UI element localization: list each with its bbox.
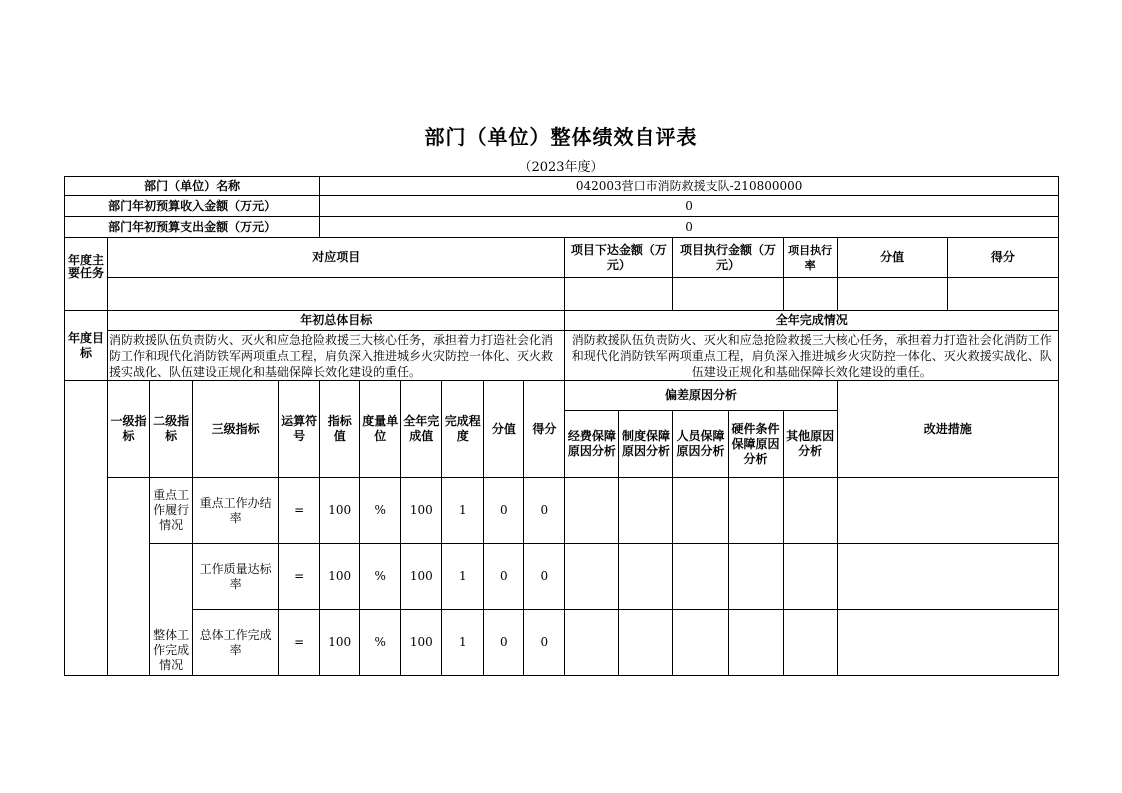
unit-cell: %: [360, 478, 401, 544]
dev-other-header: 其他原因分析: [783, 411, 837, 478]
table-row: [65, 478, 1059, 544]
dev-other-cell: [783, 544, 837, 610]
dept-name-label: 部门（单位）名称: [65, 177, 320, 196]
dev-hardware-header: 硬件条件保障原因分析: [728, 411, 783, 478]
income-label: 部门年初预算收入金额（万元）: [65, 196, 320, 217]
unit-cell: %: [360, 610, 401, 676]
level3-cell: 总体工作完成率: [193, 610, 279, 676]
dev-personnel-header: 人员保障原因分析: [673, 411, 728, 478]
improvement-cell: [837, 478, 1058, 544]
evaluation-table: [64, 176, 1059, 676]
operator-cell: =: [279, 478, 320, 544]
dev-system-cell: [619, 478, 673, 544]
level2-cell: 整体工作完成情况: [150, 544, 193, 676]
level3-cell: 重点工作办结率: [193, 478, 279, 544]
level2-header: 二级指标: [150, 381, 193, 478]
page-title: 部门（单位）整体绩效自评表: [424, 125, 698, 149]
table-row: [65, 610, 1059, 676]
target-cell: 100: [320, 610, 360, 676]
tasks-rate-cell: [783, 278, 837, 311]
dev-funding-cell: [565, 544, 619, 610]
indicators-side-cell: [65, 381, 108, 676]
improvement-header: 改进措施: [837, 381, 1058, 478]
tasks-issued-header: 项目下达金额（万元）: [565, 238, 673, 278]
tasks-executed-cell: [673, 278, 783, 311]
improvement-cell: [837, 544, 1058, 610]
dev-funding-cell: [565, 478, 619, 544]
tasks-score-value-header: 分值: [837, 238, 947, 278]
dev-other-cell: [783, 478, 837, 544]
level1-cell: [108, 478, 150, 676]
completion-text: 消防救援队伍负责防火、灭火和应急抢险救援三大核心任务，承担着力打造社会化消防工作和现代化消防铁军两项重点工程，肩负深入推进城乡火灾防控一体化、灭火救援实战化、队伍建设正规化和基础保障长效化建设的重任。: [565, 331, 1059, 381]
level3-cell: 工作质量达标率: [193, 544, 279, 610]
score-cell: 0: [524, 478, 565, 544]
tasks-rate-header: 项目执行率: [783, 238, 837, 278]
income-value: 0: [320, 196, 1059, 217]
dev-funding-header: 经费保障原因分析: [565, 411, 619, 478]
score-value-cell: 0: [484, 544, 524, 610]
actual-cell: 100: [401, 610, 442, 676]
table-row: [65, 544, 1059, 610]
evaluation-table-sheet: [64, 176, 1059, 682]
score-header: 得分: [524, 381, 565, 478]
initial-goal-text: 消防救援队伍负责防火、灭火和应急抢险救援三大核心任务，承担着力打造社会化消防工作和现代化消防铁军两项重点工程，肩负深入推进城乡火灾防控一体化、灭火救援实战化、队伍建设正规化和基础保障长效化建设的重任。: [108, 331, 565, 381]
tasks-score-value-cell: [837, 278, 947, 311]
level1-header: 一级指标: [108, 381, 150, 478]
initial-goal-header: 年初总体目标: [108, 311, 565, 331]
completion-cell: 1: [442, 544, 484, 610]
report-year: （2023年度）: [518, 160, 604, 175]
dev-other-cell: [783, 610, 837, 676]
improvement-cell: [837, 610, 1058, 676]
unit-cell: %: [360, 544, 401, 610]
score-value-cell: 0: [484, 478, 524, 544]
dev-hardware-cell: [728, 610, 783, 676]
deviation-header: 偏差原因分析: [565, 381, 837, 411]
target-cell: 100: [320, 478, 360, 544]
dev-hardware-cell: [728, 544, 783, 610]
goals-row-label: 年度目标: [65, 311, 108, 381]
dev-hardware-cell: [728, 478, 783, 544]
completion-header: 全年完成情况: [565, 311, 1059, 331]
dev-system-cell: [619, 610, 673, 676]
target-cell: 100: [320, 544, 360, 610]
actual-cell: 100: [401, 544, 442, 610]
dev-funding-cell: [565, 610, 619, 676]
completion-degree-header: 完成程度: [442, 381, 484, 478]
level2-cell: 重点工作履行情况: [150, 478, 193, 544]
operator-cell: =: [279, 544, 320, 610]
completion-cell: 1: [442, 610, 484, 676]
operator-header: 运算符号: [279, 381, 320, 478]
dev-personnel-cell: [673, 610, 728, 676]
operator-cell: =: [279, 610, 320, 676]
tasks-project-cell: [108, 278, 565, 311]
actual-cell: 100: [401, 478, 442, 544]
score-cell: 0: [524, 610, 565, 676]
tasks-row-label: 年度主要任务: [65, 238, 108, 311]
dev-system-cell: [619, 544, 673, 610]
score-value-cell: 0: [484, 610, 524, 676]
level3-header: 三级指标: [193, 381, 279, 478]
completion-cell: 1: [442, 478, 484, 544]
tasks-project-header: 对应项目: [108, 238, 565, 278]
dept-name-value: 042003营口市消防救援支队-210800000: [320, 177, 1059, 196]
tasks-executed-header: 项目执行金额（万元）: [673, 238, 783, 278]
score-cell: 0: [524, 544, 565, 610]
dev-system-header: 制度保障原因分析: [619, 411, 673, 478]
expense-value: 0: [320, 217, 1059, 238]
expense-label: 部门年初预算支出金额（万元）: [65, 217, 320, 238]
tasks-issued-cell: [565, 278, 673, 311]
tasks-score-header: 得分: [947, 238, 1058, 278]
score-value-header: 分值: [484, 381, 524, 478]
tasks-score-cell: [947, 278, 1058, 311]
dev-personnel-cell: [673, 544, 728, 610]
dev-personnel-cell: [673, 478, 728, 544]
unit-header: 度量单位: [360, 381, 401, 478]
actual-header: 全年完成值: [401, 381, 442, 478]
target-header: 指标值: [320, 381, 360, 478]
